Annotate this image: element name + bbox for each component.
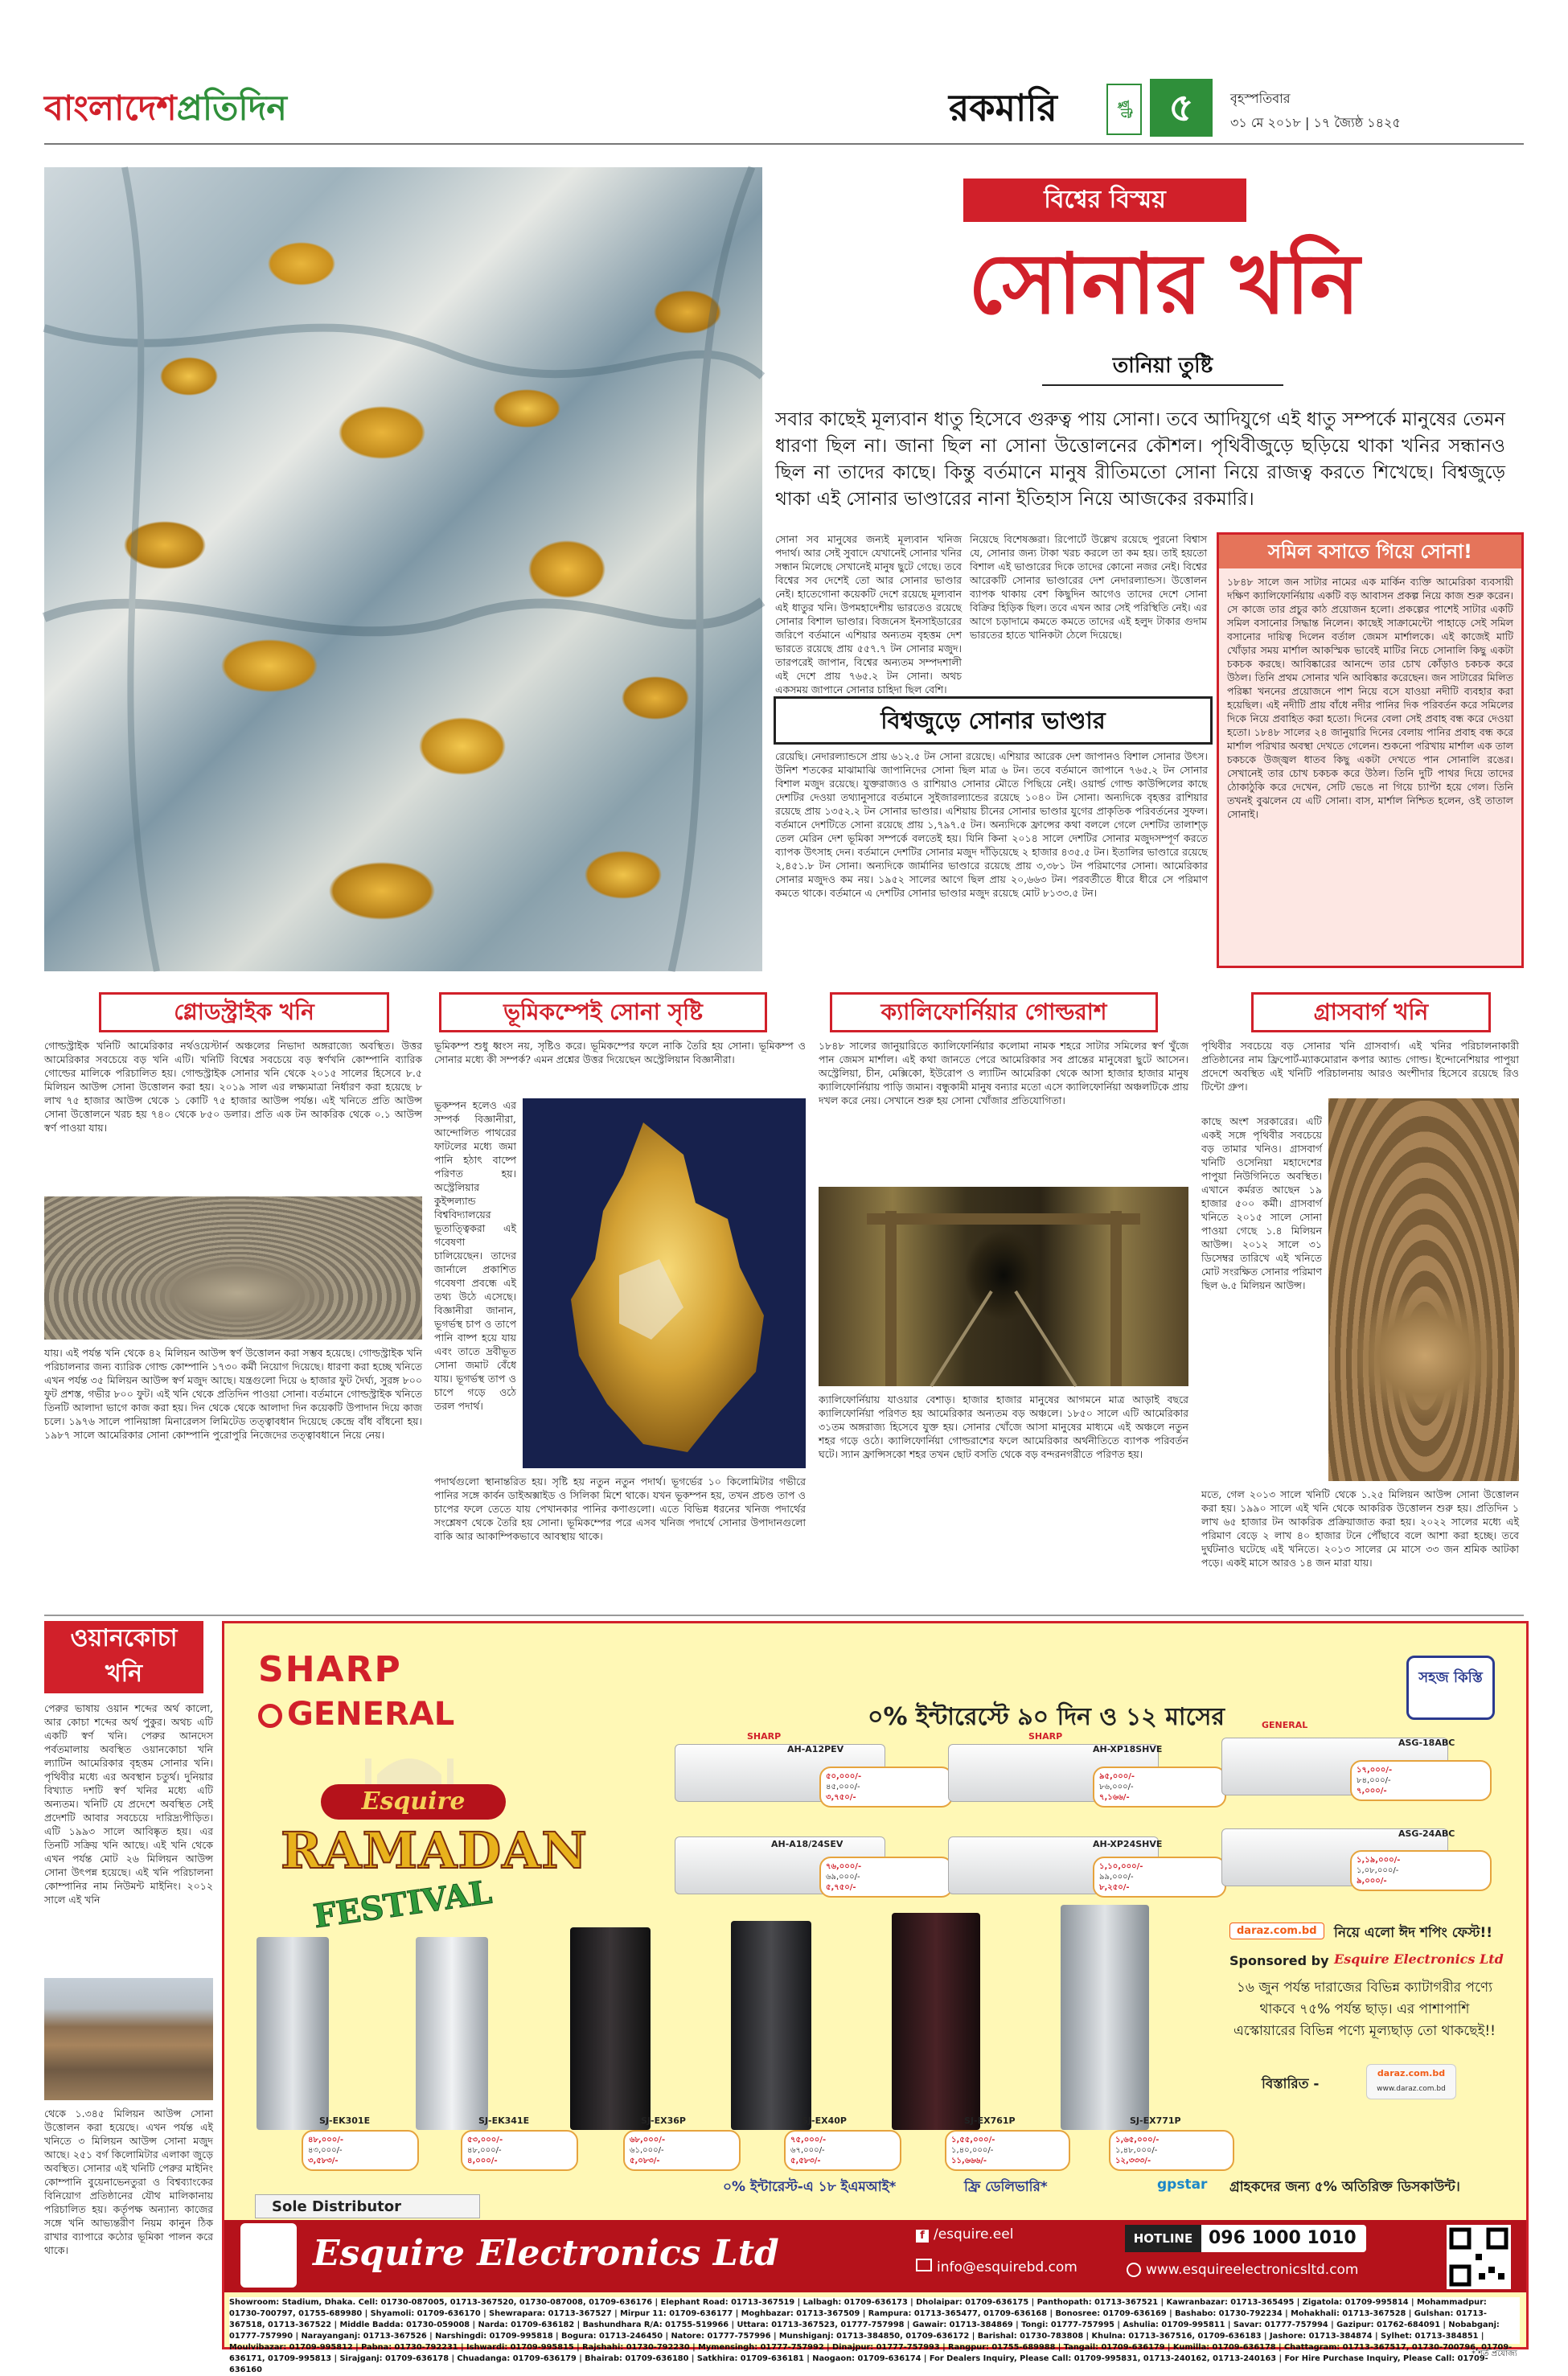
ac1-p3: ৩,৭৫০/- bbox=[826, 1793, 856, 1802]
sponsor-name: Esquire Electronics Ltd bbox=[1334, 1951, 1504, 1967]
logo[interactable] bbox=[44, 88, 287, 129]
ac-model-6: ASG-24ABC bbox=[1398, 1828, 1455, 1839]
ac1-p2: ৪৫,০০০/- bbox=[826, 1783, 860, 1791]
fridge-model-4: SJ-EX40P bbox=[802, 2115, 847, 2126]
ac-brand-1: SHARP bbox=[747, 1731, 782, 1742]
qr-svg bbox=[1447, 2225, 1511, 2289]
campaign-text: ১৬ জুন পর্যন্ত দারাজের বিভিন্ন ক্যাটাগরীর পণ্যে থাকবে ৭৫% পর্যন্ত ছাড়। এর পাশাপাশি এস্কোয়ারের বিভিন্ন পণ্যে মূল্যছাড় তো থাকছেই!! bbox=[1233, 1980, 1496, 2039]
fridge-4[interactable] bbox=[731, 1921, 811, 2130]
ac2-p3: ৭,১৬৬/- bbox=[1099, 1793, 1130, 1802]
kicker-box: বিশ্বের বিস্ময় bbox=[963, 179, 1246, 222]
ac3-p3: ৭,০০০/- bbox=[1357, 1787, 1387, 1795]
fr6-p2: ১,৪৮,০০০/- bbox=[1115, 2146, 1158, 2155]
lead-intro: সবার কাছেই মূল্যবান ধাতু হিসেবে গুরুত্ব পায় সোনা। তবে আদিযুগে এই ধাতু সম্পর্কে মানুষের তেমন ধারণা ছিল না। জানা ছিল না সোনা উত্তোলনের কৌশল। পৃথিবীজুড়ে ছড়িয়ে থাকা খনির সন্ধানও ছিল না তাদের কাছে। কিন্তু বর্তমানে মানুষ রীতিমতো সোনা নিয়ে রাজত্ব করতে শিখেছে। বিশ্বজুড়ে থাকা এই সোনার ভাণ্ডারের নানা ইতিহাস নিয়ে আজকের রকমারি। bbox=[775, 409, 1505, 510]
sohoj-kisti-badge: সহজ কিস্তি bbox=[1406, 1656, 1495, 1720]
email-icon bbox=[916, 2259, 932, 2271]
sidebar-box bbox=[1217, 532, 1524, 968]
qr-code-icon bbox=[1447, 2225, 1511, 2289]
sole-distributor-label: Sole Distributor bbox=[255, 2194, 480, 2218]
fr3-p1: ৬৮,০০০/- bbox=[630, 2136, 666, 2144]
festival-label: FESTIVAL bbox=[310, 1873, 495, 1936]
ramadan-label: RAMADAN bbox=[281, 1821, 588, 1880]
fr5-p2: ১,৪০,০০০/- bbox=[951, 2146, 994, 2155]
masthead-rule bbox=[44, 143, 1524, 145]
sidebar-body: ১৮৪৮ সালে জন সাটার নামের এক মার্কিন ব্যক্তি আমেরিকা ব্যবসায়ী দক্ষিণ ক্যালিফোর্নিয়ায় একটি বড় আবাসন প্রকল্প নিয়ে কাজ শুরু করেন। সে কাজে তার প্রচুর কাঠ প্রয়োজন হলো। প্রকল্পের পাশেই সাটার একটি সমিল বসানোর সিদ্ধান্ত নিলেন। কাছেই সাক্রামেন্টো পাহাড়ে সেই সমিল বসানোর দায়িত্ব দিলেন বর্তাল জেমস মার্শালকে। এই কাজেই মাটি খোঁড়ার সময় মার্শাল আকস্মিক ভাবেই মাটির নিচে সোনালি কিছু একটা চকচক করছে। আবিষ্কারের আনন্দে তার চোখ কোঁড়াও চকচক করে উঠল। তিনি প্রথম সোনার খনি আবিষ্কার করেছেন। জন সাটারের মিলিত পরিষ্কা খননের প্রয়োজনে পাশ নিয়ে বসে যাওয়া নদীটি ব্যবহার করা হয়েছিল। এই নদীটি প্রায় বাঁধে নদীর পানির দিক পরিবর্তন করে সমিলের দিকে নিয়ে প্রবাহিত করা হতো। দিনের বেলা সেই প্রবাহ বন্ধ করে দেওয়া হতো। ১৮৪৮ সালের ২৪ জানুয়ারি দিনের বেলায় পানির প্রবাহ বন্ধ করে মার্শাল পরিখার অবস্থা দেখতে গেলেন। শুকনো পরিখায় মার্শাল এক তাল চকচকে উজ্জ্বল ধাতব কিছু একটা দেখতে পান সোনালি রঙের। সেখানেই তার চোখ চকচক করে উঠল। তিনি দুটি পাথর দিয়ে তাদের ঠোকাঠুকি করে দেখেন, সেটি ভেঙে না গিয়ে চ্যাপ্টা হয়ে গেল। তিনি তখনই বুঝলেন যে এটি সোনা। বাস, মার্শাল নিশ্চিত হলেন, ওই তাতাল সোনাই। bbox=[1227, 576, 1513, 820]
website-link[interactable] bbox=[1127, 2262, 1359, 2278]
ac-price-5 bbox=[1093, 1857, 1226, 1898]
ac5-p2: ৯৯,০০০/- bbox=[1099, 1873, 1134, 1882]
logo-part2: প্রতিদিন bbox=[176, 88, 287, 129]
ac-price-1 bbox=[819, 1767, 953, 1808]
ac-model-2: AH-XP18SHVE bbox=[1093, 1744, 1163, 1754]
section-earthquake-title: ভূমিকম্পেই সোনা সৃষ্টি bbox=[439, 992, 767, 1032]
fr2-p2: ৪৮,০০০/- bbox=[467, 2146, 502, 2155]
ac-model-3: ASG-18ABC bbox=[1398, 1738, 1455, 1748]
section-earthquake-bottom: পদার্থগুলো স্থানান্তরিত হয়। সৃষ্টি হয় নতুন নতুন পদার্থ। ভূগর্ভের ১০ কিলোমিটার গভীরে পানির সঙ্গে কার্বন ডাইঅক্সাইড ও সিলিকা মিশে থাকে। যখন ভূকম্পন হয়, তখন প্রচণ্ড তাপ ও চাপের ফলে তেতে যায় পেখানকার পানির কণাগুলো। এতে বিভিন্ন ধরনের খনিজ পদার্থের সংশ্লেষণ থেকে তৈরি হয় সোনা। ভূমিকম্পের পরে এসব খনিজ পদার্থে সোনার উপাদানগুলো বাকি আর আকাম্পিকভাবে আবস্থায় থাকে। bbox=[434, 1475, 806, 1542]
logo-part1: বাংলাদেশ bbox=[44, 88, 177, 129]
ac5-p3: ৮,২৫০/- bbox=[1099, 1883, 1130, 1892]
section-divider bbox=[44, 1615, 1524, 1616]
hotline-label: HOTLINE bbox=[1125, 2225, 1201, 2252]
date: ৩১ মে ২০১৮ | ১৭ জ্যৈষ্ঠ ১৪২৫ bbox=[1230, 115, 1401, 130]
ac-model-5: AH-XP24SHVE bbox=[1093, 1839, 1163, 1849]
fridge-5[interactable] bbox=[892, 1913, 980, 2130]
fridge-6[interactable] bbox=[1061, 1905, 1149, 2130]
sharp-logo: SHARP bbox=[258, 1649, 402, 1690]
details-label: বিস্তারিত - bbox=[1262, 2076, 1320, 2092]
free-delivery: ফ্রি ডেলিভারি* bbox=[964, 2179, 1048, 2195]
fr4-p1: ৭৫,০০০/- bbox=[790, 2136, 827, 2144]
website-url: www.esquireelectronicsltd.com bbox=[1146, 2262, 1359, 2278]
ac1-p1: ৫০,০০০/- bbox=[826, 1772, 862, 1781]
fridge-price-1 bbox=[302, 2130, 419, 2171]
page-number: ৫ bbox=[1150, 79, 1213, 137]
section-california-title: ক্যালিফোর্নিয়ার গোল্ডরাশ bbox=[830, 992, 1158, 1032]
fridge-model-3: SJ-EX36P bbox=[641, 2115, 686, 2126]
section-goldstrike-top: গোল্ডস্ট্রাইক খনিটি আমেরিকার নর্থওয়েস্টার্ন অঞ্চলের নিভাদা অঙ্গরাজ্যে অবস্থিত। উত্তর আমেরিকার সবচেয়ে বড় খনি এটি। খনিটি বিশ্বের সবচেয়ে বড় স্বর্ণখনি কোম্পানি ব্যারিক গোল্ডের মালিকে পরিচালিত হয়। গোল্ডস্ট্রাইক সোনার খনি থেকে ২০১৫ সালের হিসেবে ৮.৫ মিলিয়ন আউন্স সোনা উত্তোলন করা হয়। ২০১৯ সাল এর লক্ষ্যমাত্রা নির্ধারণ করা হয়েছে ৮ লাখ ৭৫ হাজার আউন্স থেকে ১ কোটি ৭৫ হাজার আউন্স পর্যন্ত। এই খনিতে প্রতি আউন্স সোনা উত্তোলনে খরচ হয় ৭৪০ থেকে ৮৫০ ডলার। প্রতি এক টন আকরিক থেকে ০.১ আউন্স স্বর্ণ পাওয়া যায়। bbox=[44, 1040, 422, 1134]
section-goldstrike-title: গ্লোডস্ট্রাইক খনি bbox=[99, 992, 389, 1032]
section-earthquake-side: ভূকম্পন হলেও এর সম্পর্ক বিজ্ঞানীরা, আন্দোলিত পাথরের ফাটলের মধ্যে জমা পানি হঠাৎ বাষ্পে পরিণত হয়। অস্ট্রেলিয়ার কুইন্সল্যান্ড বিশ্ববিদ্যালয়ের ভূতাত্ত্বিকরা এই গবেষণা চালিয়েছেন। তাদের জার্নালে প্রকাশিত গবেষণা প্রবন্ধে এই তথ্য উঠে এসেছে। বিজ্ঞানীরা জানান, ভূগর্ভস্থ চাপ ও তাপে পানি বাষ্প হয়ে যায় এবং তাতে দ্রবীভূত সোনা জমাট বেঁধে যায়। ভূগর্ভস্থ তাপ ও চাপে গড়ে ওঠে তরল পদার্থ। bbox=[434, 1099, 516, 1412]
wanko-photo bbox=[44, 1978, 213, 2100]
email-address: info@esquirebd.com bbox=[937, 2259, 1077, 2275]
fr4-p3: ৫,৫৮৩/- bbox=[790, 2156, 821, 2165]
daraz-badge-text: daraz.com.bd bbox=[1377, 2068, 1446, 2078]
fridge-price-3 bbox=[623, 2130, 741, 2171]
section-earthquake-top: ভূমিকম্প শুধু ধ্বংস নয়, সৃষ্টিও করে। ভূমিকম্পের ফলে নাকি তৈরি হয় সোনা। ভূমিকম্প ও সোনার মধ্যে কী সম্পর্ক? এমন প্রশ্নের উত্তর দিয়েছেন অস্ট্রেলিয়ান বিজ্ঞানীরা। bbox=[434, 1040, 806, 1065]
section-grasberg-side: কাছে অংশ সরকারের। এটি একই সঙ্গে পৃথিবীর সবচেয়ে বড় তামার খনিও। গ্রাসবার্গ খনিটি ওসেনিয়া মহাদেশের পাপুয়া নিউগিনিতে অবস্থিত। এখানে কর্মরত আছেন ১৯ হাজার ৫০০ কর্মী। গ্রাসবার্গ খনিতে ২০১৫ সালে সোনা পাওয়া গেছে ১.৪ মিলিয়ন আউন্স। ২০১২ সালে ৩১ ডিসেম্বর তারিখে এই খনিতে মোট সংরক্ষিত সোনার পরিমাণ ছিল ৬.৫ মিলিয়ন আউন্স। bbox=[1201, 1115, 1322, 1291]
sidebar-title: সমিল বসাতে গিয়ে সোনা! bbox=[1219, 535, 1521, 568]
gold-nugget-shape bbox=[523, 1098, 806, 1468]
ac-model-1: AH-A12PEV bbox=[787, 1744, 844, 1754]
showroom-list: Showroom: Stadium, Dhaka. Cell: 01730-087005, 01713-367520, 01730-087008, 01709-636176 | Elephant Road: 01713-367519 | Lalbagh: 01709-636173 | Dholaipar: 01709-636175 | Panthopath: 01713-367521 | Kawranbazar: 01713-365495 | Zigatola: 01709-995814 | Mohammadpur: 01730-700797, 01755-689980 | Shyamoli: 01709-636170 | Shewrapara: 01713-367527 | Mirpur 11: 01709-636177 | Moghbazar: 01713-367509 | Rampura: 01713-365477, 01709-636168 | Bonosree: 01709-636169 | Bashabo: 01730-792234 | Mohakhali: 01713-367528 | Gulshan: 01713-367518, 01713-367522 | Middle Badda: 01730-059008 | Narda: 01709-636182 | Bashundhara R/A: 01755-519966 | Uttara: 01713-367523, 01777-757998 | Gawair: 01713-384869 | Tongi: 01777-757995 | Ashulia: 01709-995811 | Savar: 01777-757994 | Gazipur: 01762-684091 | Nobabganj: 01777-757990 | Narayanganj: 01713-367526 | Narshingdi: 01709-995818 | Bogura: 01713-246450 | Natore: 01777-757996 | Munshiganj: 01713-384850, 01709-636172 | Barishal: 01730-783808 | Khulna: 01713-367516, 01709-636183 | Jashore: 01713-384874 | Sylhet: 01713-384851 | Moulvibazar: 01709-995812 | Pabna: 01730-792231 | Ishwardi: 01709-995815 | Rajshahi: 01730-792230 | Mymensingh: 01777-757992 | Dinajpur: 01777-757993 | Rangpur: 01755-689988 | Tangail: 01709-636179 | Kumilla: 01709-636178 | Chattagram: 01713-367517, 01730-700796, 01709-636171, 01709-995813 | Sirajganj: 01709-636178 | Chuadanga: 01709-636179 | Bhairab: 01709-636180 | Satkhira: 01709-636181 | Naogaon: 01709-636174 | For Dealers Inquiry, Please Call: 01709-995831, 01713-240162, 01713-240163 | For Hire Purchase Inquiry, Please Call: 01709-636160 bbox=[229, 2297, 1520, 2344]
general-g-icon bbox=[258, 1704, 282, 1728]
general-logo bbox=[258, 1696, 454, 1733]
daraz-line: নিয়ে এলো ঈদ শপিং ফেস্ট!! bbox=[1334, 1925, 1492, 1941]
fridge-price-2 bbox=[461, 2130, 578, 2171]
section-wanko-title bbox=[44, 1621, 203, 1693]
fr6-p1: ১,৬৫,০০০/- bbox=[1115, 2136, 1160, 2144]
section-california-bottom: ক্যালিফোর্নিয়ায় যাওয়ার বেশাড়। হাজার হাজার মানুষের আগমনে মাত্র আড়াই বছরে ক্যালিফোর্নিয়া পরিণত হয় আমেরিকার অন্যতম বড় অঞ্চলে। ১৮৫০ সালে এটি আমেরিকার ৩১তম অঙ্গরাজ্য হিসেবে যুক্ত হয়। সোনার খোঁজে আসা মানুষের মাধ্যমে এই অঞ্চলে নতুন শহর গড়ে ওঠে। ক্যালিফোর্নিয়া গোল্ডরাশের ফলে আমেরিকার অর্থনীতিতে ব্যাপক পরিবর্তন ঘটে। স্যান ফ্রান্সিসকো শহর তখন ছোট বসতি থেকে বড় বন্দরনগরীতে পরিণত হয়। bbox=[819, 1393, 1188, 1460]
ac-price-3 bbox=[1350, 1760, 1492, 1801]
ac4-p2: ৬৯,০০০/- bbox=[826, 1873, 860, 1882]
email-link[interactable] bbox=[916, 2259, 1077, 2275]
fridge-3[interactable] bbox=[570, 1927, 651, 2130]
fridge-model-5: SJ-EX761P bbox=[964, 2115, 1016, 2126]
section-grasberg-top: পৃথিবীর সবচেয়ে বড় সোনার খনি গ্রাসবার্গ। এই খনির পরিচালনাকারী প্রতিষ্ঠানের নাম ফ্রিপোর্ট-ম্যাকমোরান কপার অ্যান্ড গোল্ড। ইন্দোনেশিয়ার পাপুয়া প্রদেশে অবস্থিত এই খনিটি পরিচালনায় আরও অংশীদার হিসেবে রয়েছে রিও টিন্টো গ্রুপ। bbox=[1201, 1040, 1519, 1093]
fr3-p3: ৫,০৮৩/- bbox=[630, 2156, 660, 2165]
fr5-p1: ১,৫৫,০০০/- bbox=[951, 2136, 995, 2144]
gp-offer: গ্রাহকদের জন্য ৫% অতিরিক্ত ডিসকাউন্ট। bbox=[1229, 2179, 1460, 2195]
offer-headline: ০% ইন্টারেস্টে ৯০ দিন ও ১২ মাসের bbox=[868, 1703, 1225, 1731]
wanko-title-line2: খনি bbox=[105, 1660, 143, 1688]
fr4-p2: ৬৭,০০০/- bbox=[790, 2146, 825, 2155]
ac6-p3: ৯,০০০/- bbox=[1357, 1877, 1387, 1886]
ac6-p1: ১,১৯,০০০/- bbox=[1357, 1856, 1401, 1865]
lead-body-continued: রেয়েছি। নেদারল্যান্ডসে প্রায় ৬১২.৫ টন সোনা রয়েছে। এশিয়ার আরেক দেশ জাপানও বিশাল সোনার উৎস। উনিশ শতকের মাঝামাঝি জাপানিদের সোনা ছিল মাত্র ৬ টন। তবে বর্তমানে জাপানে ৭৬৫.২ টন সোনার বিশাল মজুদ রয়েছে। যুক্তরাজ্যও ও রাশিয়াও সোনার মৌতে পিছিয়ে নেই। ওয়ার্ল্ড গোল্ড কাউন্সিলের কাছে দেশটির দেওয়া তথ্যানুসারে বর্তমানে সুইজারল্যান্ডের রয়েছে ১০৪০ টন সোনা। অন্যদিকে বৃহত্তর রাশিয়ার রয়েছে প্রায় ১৩৫২.২ টন সোনার ভাণ্ডার। এশিয়ায় চীনের সোনার ভাণ্ডার যুগের প্রাকৃতিক পরিবর্তনের সুফল। বর্তমানে দেশটিতে সোনা রয়েছে প্রায় ১,৭৯৭.৫ টন। অন্যদিকে ফ্রান্সের কথা বললে গেলে দেশটির তালাশ্ড় তেল মেরিন দেশ ভূমিকা সম্পর্কে বলতেই হয়। যিনি কিনা ২০১৪ সালে দেশটির সোনার মজুদসম্পূর্ণ করতে ব্যাপক উৎসাহ দেন। বর্তমানে দেশটির সোনার মজুদ দাঁড়িয়েছে ২ হাজার ৪৩৫.৫ টন। ইতালির ভাণ্ডারে রয়েছে ২,৪৫১.৮ টন সোনা। অন্যদিকে জার্মানির ভাণ্ডারে রয়েছে প্রায় ৩,৩৮১ টন পরিমাণের সোনা। আমেরিকার সোনার মজুদও কম নয়। ১৯৫২ সালের আগে ছিল প্রায় ২০,৬৬৩ টন। পরবর্তীতে ধীরে ধীরে সে পরিমাণ কমতে থাকে। বর্তমানে এ দেশটির সোনার ভাণ্ডার মজুদ রয়েছে মোট ৮১৩৩.৫ টন। bbox=[775, 750, 1208, 899]
fr1-p3: ৩,৫৮৩/- bbox=[308, 2156, 339, 2165]
mine-tunnel-photo bbox=[819, 1187, 1188, 1386]
facebook-handle: /esquire.eel bbox=[934, 2226, 1014, 2243]
fridge-2[interactable] bbox=[416, 1937, 488, 2130]
byline-rule bbox=[1042, 384, 1283, 386]
ac4-p3: ৫,৭৫০/- bbox=[826, 1883, 856, 1892]
ac-price-6 bbox=[1350, 1850, 1492, 1891]
ac3-p2: ৮৪,০০০/- bbox=[1357, 1776, 1391, 1785]
fr1-p2: ৪৩,০০০/- bbox=[308, 2146, 343, 2155]
wanko-title-line1: ওয়ানকোচা bbox=[70, 1624, 178, 1652]
facebook-link[interactable] bbox=[916, 2226, 1013, 2243]
gold-ore-photo bbox=[44, 167, 762, 971]
ac6-p2: ১,০৮,০০০/- bbox=[1357, 1866, 1399, 1875]
lead-body-col1: সোনা সব মানুষের জন্যই মূল্যবান খনিজ পদার্থ। আর সেই সুবাদে যেখানেই সোনার খনির সন্ধান মিলেছে সেখানেই মানুষ ছুটে গেছে। তবে বিশ্বের সব দেশেই তো আর সোনার ভাণ্ডার নেই। হাতেগোনা কয়েকটি দেশে রয়েছে মূল্যবান এই ধাতুর খনি। উপমহাদেশীয় ভারতেও রয়েছে সোনার বিশাল ভাণ্ডার। বিজনেস ইনসাইডারের জরিপে বর্তমানে এশিয়ার অন্যতম বৃহত্তম দেশ ভারতে রয়েছে প্রায় ৫৫৭.৭ টন সোনার মজুদ। তারপরেই জাপান, বিশ্বের অন্যতম সম্পদশালী এই দেশে প্রায় ৭৬৫.২ টন সোনা। অথচ একসময় জাপানে সোনার চাহিদা ছিল বেশি। bbox=[775, 533, 962, 696]
fridge-price-4 bbox=[784, 2130, 901, 2171]
wanko-top: পেরুর ভাষায় ওয়ান শব্দের অর্থ কালো, আর কোচা শব্দের অর্থ পুকুর। অথচ এটি একটি স্বর্ণ খনি। পেরুর আনদেস পর্বতমালায় অবস্থিত ওয়ানকোচা খনি ল্যাটিন আমেরিকার বৃহত্তম সোনার খনি। পৃথিবীর মধ্যে এর অবস্থান চতুর্থ। দুনিয়ার বিখ্যাত দশটি স্বর্ণ খনির মধ্যে এটি অন্যতম। খনিটি যে প্রদেশে অবস্থিত সেই প্রদেশটি আবার সবচেয়ে দারিদ্র্যপীড়িত। এটি ১৯৯৩ সালে আবিষ্কৃত হয়। এর তিনটি সক্রিয় খনি আছে। এই খনি থেকে এখন পর্যন্ত মোট ২৬ মিলিয়ন আউন্স সোনা উৎপন্ন হয়েছে। এই খনি পরিচালনা কোম্পানির নাম নিউমন্ট মাইনিং। ২০১২ সালে এই খনি bbox=[44, 1702, 213, 1906]
ac-brand-3: GENERAL bbox=[1262, 1720, 1308, 1730]
hotline-box[interactable] bbox=[1125, 2225, 1366, 2252]
ac3-p1: ১৭,০০০/- bbox=[1357, 1766, 1393, 1775]
emi-offer: ০% ইন্টারেস্ট-এ ১৮ ইএমআই* bbox=[723, 2179, 897, 2195]
headline: সোনার খনি bbox=[968, 234, 1360, 333]
gold-nugget-photo bbox=[523, 1098, 806, 1468]
fridge-model-2: SJ-EK341E bbox=[478, 2115, 530, 2126]
section-grasberg-title: গ্রাসবার্গ খনি bbox=[1251, 992, 1491, 1032]
ac-brand-2: SHARP bbox=[1028, 1731, 1063, 1742]
fridge-model-1: SJ-EK301E bbox=[319, 2115, 371, 2126]
grasberg-photo bbox=[1328, 1098, 1519, 1481]
section-grasberg-bottom: মতে, গেল ২০১৩ সালে খনিটি থেকে ১.২৫ মিলিয়ন আউন্স সোনা উত্তোলন করা হয়। ১৯৯০ সালে এই খনি থেকে আকরিক উত্তোলন শুরু হয়। প্রতিদিন ১ লাখ ৬৫ হাজার টন আকরিক প্রক্রিয়াজাত করা হয়। ২০২২ সালের মধ্যে এই পরিমাণ বেড়ে ২ লাখ ৪০ হাজার টনে পৌঁছাবে বলে আশা করা হচ্ছে। তবে দুর্ঘটনাও ঘটেছে এই খনিতে। ২০১৩ সালের মে মাসে ৩৩ জন শ্রমিক আটকা পড়ে। একই মাসে আরও ১৪ জন মারা যায়। bbox=[1201, 1488, 1519, 1569]
fridge-1[interactable] bbox=[257, 1937, 329, 2130]
company-name: Esquire Electronics Ltd bbox=[313, 2233, 779, 2274]
fridge-price-5 bbox=[945, 2130, 1070, 2171]
globe-icon bbox=[1127, 2263, 1141, 2277]
open-pit-photo bbox=[44, 1196, 422, 1340]
fr1-p1: ৪৮,০০০/- bbox=[308, 2136, 344, 2144]
masthead bbox=[0, 0, 1568, 146]
rock-veins bbox=[44, 167, 762, 971]
esquire-label: Esquire bbox=[321, 1784, 506, 1820]
subhead-box: বিশ্বজুড়ে সোনার ভাণ্ডার bbox=[774, 696, 1213, 745]
facebook-icon: f bbox=[916, 2230, 929, 2243]
fridge-price-6 bbox=[1109, 2130, 1234, 2171]
hotline-number: 096 1000 1010 bbox=[1209, 2228, 1357, 2248]
ac2-p2: ৮৬,০০০/- bbox=[1099, 1783, 1134, 1791]
fridge-model-6: SJ-EX771P bbox=[1130, 2115, 1181, 2126]
section-tag: ছুটি bbox=[1106, 84, 1142, 135]
ac-model-4: AH-A18/24SEV bbox=[771, 1839, 844, 1849]
mine-rails bbox=[819, 1187, 1188, 1386]
daraz-logo[interactable]: daraz.com.bd bbox=[1229, 1923, 1324, 1939]
fr3-p2: ৬১,০০০/- bbox=[630, 2146, 664, 2155]
gpstar-logo: gpstar bbox=[1157, 2177, 1208, 2193]
ac-price-4 bbox=[819, 1857, 953, 1898]
ac2-p1: ৯৫,০০০/- bbox=[1099, 1772, 1135, 1781]
ac5-p1: ১,১০,০০০/- bbox=[1099, 1862, 1143, 1871]
fr6-p3: ১২,৩৩৩/- bbox=[1115, 2156, 1151, 2165]
fr5-p3: ১১,৬৬৬/- bbox=[951, 2156, 987, 2165]
general-logo-text: GENERAL bbox=[287, 1696, 455, 1733]
terms-note: * শর্ত প্রযোজ্য bbox=[1472, 2349, 1517, 2358]
fr2-p3: ৪,০০০/- bbox=[467, 2156, 498, 2165]
weekday: বৃহস্পতিবার bbox=[1230, 91, 1291, 106]
daraz-url: www.daraz.com.bd bbox=[1377, 2085, 1446, 2093]
fr2-p1: ৫৩,০০০/- bbox=[467, 2136, 503, 2144]
ac-price-2 bbox=[1093, 1767, 1226, 1808]
section-name: রকমারি bbox=[949, 86, 1057, 129]
ac4-p1: ৭৬,০০০/- bbox=[826, 1862, 862, 1871]
section-goldstrike-bottom: যায়। এই পর্যন্ত খনি থেকে ৪২ মিলিয়ন আউন্স স্বর্ণ উত্তোলন করা সম্ভব হয়েছে। গোল্ডস্ট্রাইক খনি পরিচালনার জন্য ব্যারিক গোল্ড কোম্পানি ১৭৩০ কর্মী নিয়োগ দিয়েছে। ধারণা করা হচ্ছে খনিতে এখন পর্যন্ত ৩৫ মিলিয়ন আউন্স স্বর্ণ মজুদ আছে। যন্ত্রগুলো দিয়ে ৬ হাজার ফুট দৈর্ঘ্য, সুরঙ্গ ৮০০ ফুট প্রশস্ত, গভীর ৮০০ ফুট। এই খনি থেকে প্রতিদিন পাওয়া সোনা। বর্তমানে গোল্ডস্ট্রাইক খনিতে তিনটি আলাদা ভাগে কাজ করা হয়। দিন থেকে থেকে আলাদা দিন কয়েকটি উপাদান দিয়ে কাজ চলে। ১৯৭৬ সালে পানিয়াঙ্গা মিনারেলস লিমিটেড তত্ত্বাবধান দিয়েছে কেন্দ্রে বাঁধ বাঁধনো হয়। ১৯৮৭ সালে আমেরিকার সোনা কোম্পানি পুরোপুরি নিজেদের তত্ত্বাবধানে নিয়ে নেয়। bbox=[44, 1347, 422, 1441]
byline: তানিয়া তুষ্টি bbox=[1112, 354, 1213, 378]
wanko-bottom: থেকে ১.৩৪৫ মিলিয়ন আউন্স সোনা উত্তোলন করা হয়েছে। এখন পর্যন্ত এই খনিতে ৩ মিলিয়ন আউন্স সোনা মজুদ আছে। ২৫১ বর্গ কিলোমিটার এলাকা জুড়ে অবস্থিত। সোনার এই খনিটি পেরুর মাইনিং কোম্পানি বুয়েনাভেনতুরা ও বিশ্বব্যাংকের বিনিয়োগ প্রতিষ্ঠানের যৌথ মালিকানায় পরিচালিত হয়। কর্তৃপক্ষ অন্যান্য কাজের সঙ্গে খনি আভ্যন্তরীণ নিয়ম কানুন ঠিক রাখার ব্যাপারে কঠোর ভূমিকা পালন করে থাকে। bbox=[44, 2107, 213, 2256]
section-california-top: ১৮৪৮ সালের জানুয়ারিতে ক্যালিফোর্নিয়ার কলোমা নামক শহরে সাটার সমিলের স্বর্ণ খুঁজে পান জেমস মার্শাল। এই কথা জানতে পেরে আমেরিকার সব প্রান্তের মানুষেরা ছুটে আসেন। অস্ট্রেলিয়া, চীন, মেক্সিকো, ইউরোপ ও ল্যাটিন আমেরিকা থেকে আসা হাজার হাজার মানুষ ক্যালিফোর্নিয়ায় পাড়ি জমান। বন্ধুকামী মানুষ বন্যার মতো এসে ক্যালিফোর্নিয়া অঞ্চলটিকে প্রায় দখল করে নেয়। সেখানে শুরু হয় সোনা খোঁজার প্রতিযোগিতা। bbox=[819, 1040, 1188, 1106]
lead-body-col2: নিয়েছে বিশেষজ্ঞরা। রিপোর্টে উল্লেখ রয়েছে পুরনো বিশ্বাস যে, সোনার জন্য টাকা খরচ করলে তা কম হয়। তাই হয়তো বিশাল এই ভাণ্ডারের দিকে তাদের কোনো নজর নেই। বিশ্বের আরেকটি সোনার ভাণ্ডারের দেশ নেদারল্যান্ডস। উত্তোলন ব্যাপক থাকায় বেশ কিছুদিন আগেও তাদের দেশে সোনা বিক্রির হিড়িক ছিল। তবে এখন আর সেই পরিস্থিতি নেই। এর আগে চড়াদামে কমতে কমতে তাদের এই হলুদ টাকার গুদাম ভারতের হাতে খানিকটা ঠেলে দিয়েছে। bbox=[970, 533, 1207, 641]
daraz-badge[interactable] bbox=[1366, 2064, 1456, 2099]
esquire-emblem-icon bbox=[240, 2223, 297, 2288]
sponsored-label: Sponsored by bbox=[1229, 1953, 1329, 1968]
